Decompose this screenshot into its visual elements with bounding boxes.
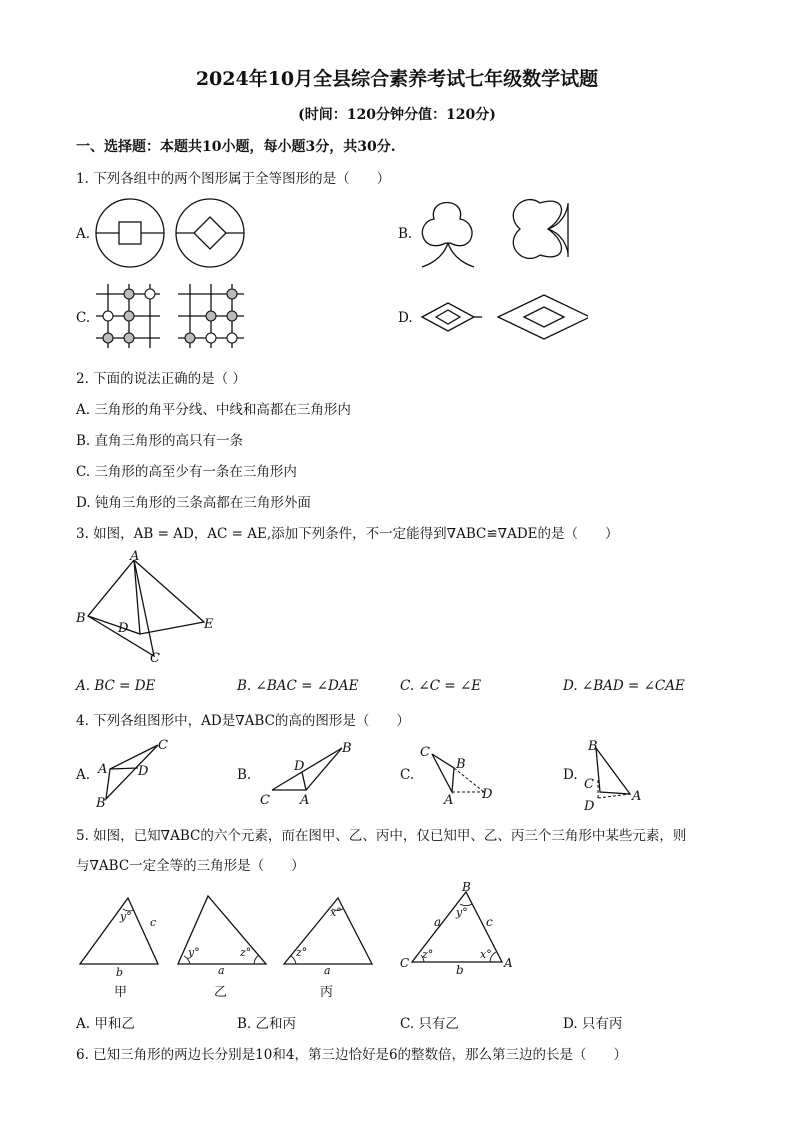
q5-stem-line1: 5. 如图，已知∇ABC的六个元素，而在图甲、乙、丙中，仅已知甲、乙、丙三个三角形中某些元素，则: [76, 828, 687, 844]
svg-text:c: c: [486, 915, 493, 929]
q5-reference-triangle: [396, 878, 526, 978]
q1-figure-a: [94, 197, 254, 272]
svg-text:b: b: [456, 963, 464, 977]
q5-stem-line2: 与∇ABC一定全等的三角形是（ ）: [76, 858, 305, 874]
q5-option-b[interactable]: B. 乙和丙: [237, 1016, 297, 1032]
svg-text:x°: x°: [330, 906, 342, 919]
svg-text:B: B: [456, 757, 466, 772]
svg-text:A: A: [98, 762, 108, 777]
q1-figure-d: [418, 293, 588, 343]
svg-text:b: b: [116, 966, 124, 979]
q3-label-d: D: [118, 621, 129, 636]
q4-label-d: D.: [563, 767, 578, 783]
q4-label-b: B.: [237, 767, 252, 783]
q2-option-a[interactable]: A. 三角形的角平分线、中线和高都在三角形内: [76, 402, 351, 418]
svg-text:z°: z°: [422, 948, 434, 961]
svg-text:a: a: [324, 964, 331, 977]
svg-text:C: C: [158, 738, 168, 753]
svg-text:C: C: [260, 793, 270, 808]
q1-label-b: B.: [398, 226, 413, 242]
q5-caption-bing: 丙: [320, 985, 334, 1000]
q2-option-b[interactable]: B. 直角三角形的高只有一条: [76, 433, 244, 449]
q3-label-a: A: [130, 549, 140, 564]
q4-label-a: A.: [76, 767, 91, 783]
q5-figures: [74, 892, 394, 1002]
q1-label-d: D.: [398, 310, 413, 326]
q3-option-d[interactable]: D. ∠BAD = ∠CAE: [563, 678, 685, 694]
section-heading: 一、选择题：本题共10小题，每小题3分，共30分.: [76, 139, 396, 155]
q2-option-d[interactable]: D. 钝角三角形的三条高都在三角形外面: [76, 495, 311, 511]
q3-label-b: B: [76, 611, 86, 626]
svg-text:D: D: [584, 799, 595, 812]
svg-text:B: B: [96, 796, 106, 811]
svg-text:B: B: [342, 741, 352, 756]
q3-option-b[interactable]: B. ∠BAC = ∠DAE: [237, 678, 359, 694]
q5-option-a[interactable]: A. 甲和乙: [76, 1016, 135, 1032]
svg-text:x°: x°: [480, 948, 492, 961]
svg-text:A: A: [504, 956, 513, 970]
q5-caption-yi: 乙: [214, 985, 228, 1000]
svg-text:A: A: [444, 793, 454, 808]
q1-figure-c: [94, 284, 254, 350]
q5-option-c[interactable]: C. 只有乙: [400, 1016, 459, 1032]
svg-text:D: D: [294, 759, 305, 774]
exam-info: (时间：120分钟分值：120分): [298, 107, 496, 123]
svg-text:C: C: [420, 745, 430, 760]
svg-text:y°: y°: [120, 910, 132, 923]
q4-figure-b: [256, 738, 366, 810]
svg-text:C: C: [584, 777, 594, 792]
q2-stem: 2. 下面的说法正确的是（ ）: [76, 371, 246, 387]
svg-text:B: B: [462, 880, 471, 894]
q3-label-e: E: [204, 617, 214, 632]
q3-option-c[interactable]: C. ∠C = ∠E: [400, 678, 482, 694]
q4-figure-d: [580, 736, 660, 812]
svg-text:A: A: [300, 793, 310, 808]
svg-text:B: B: [588, 739, 598, 754]
svg-text:D: D: [138, 764, 149, 779]
svg-text:C: C: [400, 956, 410, 970]
svg-text:a: a: [434, 915, 442, 929]
q6-stem: 6. 已知三角形的两边长分别是10和4，第三边恰好是6的整数倍，那么第三边的长是（ ）: [76, 1047, 628, 1063]
q3-stem: 3. 如图，AB = AD，AC = AE,添加下列条件，不一定能得到∇ABC≌∇ADE的是（ ）: [76, 526, 619, 542]
q1-figure-b: [416, 195, 576, 273]
q3-figure: [70, 548, 230, 668]
svg-text:A: A: [632, 789, 642, 804]
q4-figure-a: [92, 735, 182, 811]
svg-text:D: D: [482, 787, 493, 802]
svg-text:y°: y°: [456, 906, 468, 919]
svg-text:a: a: [218, 964, 225, 977]
q3-label-c: C: [150, 651, 160, 666]
q4-figure-c: [418, 740, 508, 810]
svg-text:z°: z°: [240, 946, 252, 959]
svg-text:c: c: [150, 916, 157, 929]
svg-text:z°: z°: [296, 946, 308, 959]
q3-option-a[interactable]: A. BC = DE: [76, 678, 156, 694]
q1-stem: 1. 下列各组中的两个图形属于全等图形的是（ ）: [76, 171, 391, 187]
q5-option-d[interactable]: D. 只有丙: [563, 1016, 623, 1032]
page-title: 2024年10月全县综合素养考试七年级数学试题: [195, 68, 599, 90]
q1-label-a: A.: [76, 226, 91, 242]
q2-option-c[interactable]: C. 三角形的高至少有一条在三角形内: [76, 464, 297, 480]
svg-text:y°: y°: [188, 946, 200, 959]
q5-caption-jia: 甲: [114, 985, 128, 1000]
q4-label-c: C.: [400, 767, 415, 783]
q1-label-c: C.: [76, 310, 91, 326]
q4-stem: 4. 下列各组图形中，AD是∇ABC的高的图形是（ ）: [76, 713, 410, 729]
